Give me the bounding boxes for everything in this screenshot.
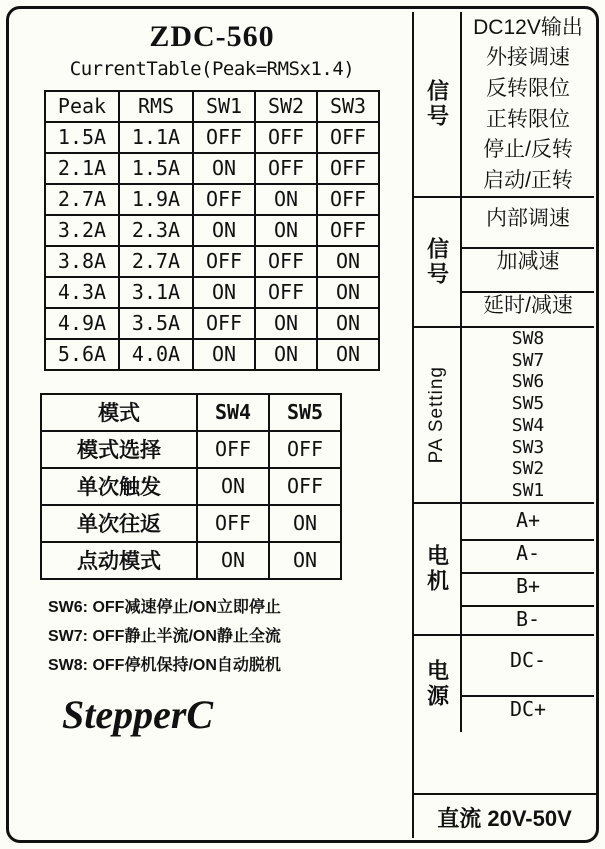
cell-rms: 2.3A bbox=[119, 215, 193, 246]
table-header-row bbox=[41, 394, 341, 431]
cell-peak: 4.3A bbox=[45, 277, 119, 308]
table-row bbox=[41, 468, 341, 505]
cell-sw3: OFF bbox=[317, 215, 379, 246]
cell-sw5: OFF bbox=[269, 468, 341, 505]
page-title: ZDC-560 bbox=[149, 20, 275, 53]
terminal-forward-limit: 正转限位 bbox=[486, 107, 570, 131]
cell-rms: 3.5A bbox=[119, 308, 193, 339]
cell-sw2: ON bbox=[255, 184, 317, 215]
brand-logo: StepperC bbox=[62, 692, 214, 737]
cell-rms: 2.7A bbox=[119, 246, 193, 277]
cell-peak: 4.9A bbox=[45, 308, 119, 339]
table-row bbox=[45, 184, 379, 215]
current-table-caption: CurrentTable(Peak=RMSx1.4) bbox=[69, 58, 355, 80]
pa-sw3: SW3 bbox=[511, 436, 545, 458]
cell-peak: 3.8A bbox=[45, 246, 119, 277]
cell-rms: 1.1A bbox=[119, 122, 193, 153]
power-group-items bbox=[460, 636, 594, 732]
table-row bbox=[41, 431, 341, 468]
terminal-a-minus: A- bbox=[462, 539, 594, 565]
terminal-start-forward: 启动/正转 bbox=[483, 169, 573, 193]
cell-sw4: ON bbox=[197, 542, 269, 579]
cell-mode: 点动模式 bbox=[41, 542, 197, 579]
cell-sw4: ON bbox=[197, 468, 269, 505]
cell-sw2: OFF bbox=[255, 153, 317, 184]
col-sw1: SW1 bbox=[193, 91, 255, 122]
table-row bbox=[45, 153, 379, 184]
cell-sw1: OFF bbox=[193, 308, 255, 339]
cell-sw1: ON bbox=[193, 339, 255, 370]
cell-peak: 5.6A bbox=[45, 339, 119, 370]
supply-voltage-text: 直流 20V-50V bbox=[437, 805, 572, 831]
cell-sw3: OFF bbox=[317, 184, 379, 215]
cell-sw4: OFF bbox=[197, 431, 269, 468]
pa-sw1: SW1 bbox=[511, 480, 545, 502]
terminal-dc-plus: DC+ bbox=[462, 695, 594, 721]
pa-sw8: SW8 bbox=[511, 327, 545, 349]
cell-sw1: ON bbox=[193, 153, 255, 184]
cell-sw3: ON bbox=[317, 277, 379, 308]
cell-peak: 1.5A bbox=[45, 122, 119, 153]
cell-sw3: OFF bbox=[317, 153, 379, 184]
pa-setting-items bbox=[460, 328, 594, 502]
cell-sw5: ON bbox=[269, 505, 341, 542]
cell-mode: 单次往返 bbox=[41, 505, 197, 542]
note-sw6: SW6: OFF减速停止/ON立即停止 bbox=[48, 599, 281, 616]
power-group bbox=[414, 636, 594, 732]
cell-sw1: OFF bbox=[193, 184, 255, 215]
cell-rms: 1.5A bbox=[119, 153, 193, 184]
cell-sw1: ON bbox=[193, 215, 255, 246]
note-sw7: SW7: OFF静止半流/ON静止全流 bbox=[48, 628, 281, 645]
table-row bbox=[45, 122, 379, 153]
signal-group-internal-label: 信号 bbox=[424, 237, 450, 287]
table-row bbox=[45, 308, 379, 339]
cell-sw4: OFF bbox=[197, 505, 269, 542]
cell-peak: 2.1A bbox=[45, 153, 119, 184]
current-table bbox=[44, 90, 380, 371]
note-sw8: SW8: OFF停机保持/ON自动脱机 bbox=[48, 657, 281, 674]
signal-group-external-items bbox=[460, 12, 594, 196]
terminal-stop-reverse: 停止/反转 bbox=[483, 138, 573, 162]
pa-sw5: SW5 bbox=[511, 393, 545, 415]
cell-peak: 3.2A bbox=[45, 215, 119, 246]
cell-mode: 单次触发 bbox=[41, 468, 197, 505]
terminal-dc-minus: DC- bbox=[509, 647, 547, 672]
terminal-dc12v-output: DC12V输出 bbox=[473, 15, 583, 39]
signal-group-internal bbox=[414, 198, 594, 328]
table-header-row bbox=[45, 91, 379, 122]
col-sw4: SW4 bbox=[197, 394, 269, 431]
pa-setting-label: PA Setting bbox=[426, 366, 447, 464]
power-group-label: 电源 bbox=[424, 659, 450, 709]
motor-group-items bbox=[460, 504, 594, 634]
cell-rms: 3.1A bbox=[119, 277, 193, 308]
signal-group-internal-items bbox=[460, 198, 594, 326]
signal-group-external bbox=[414, 12, 594, 198]
col-peak: Peak bbox=[45, 91, 119, 122]
motor-group bbox=[414, 504, 594, 636]
cell-mode: 模式选择 bbox=[41, 431, 197, 468]
motor-group-label: 电机 bbox=[424, 544, 450, 594]
table-row bbox=[41, 542, 341, 579]
cell-sw2: ON bbox=[255, 308, 317, 339]
cell-sw2: ON bbox=[255, 215, 317, 246]
cell-sw2: OFF bbox=[255, 277, 317, 308]
pa-sw6: SW6 bbox=[511, 371, 545, 393]
cell-sw3: ON bbox=[317, 339, 379, 370]
table-row bbox=[45, 339, 379, 370]
terminal-a-plus: A+ bbox=[515, 507, 541, 532]
cell-sw1: OFF bbox=[193, 122, 255, 153]
right-column bbox=[412, 12, 594, 838]
pa-sw2: SW2 bbox=[511, 458, 545, 480]
terminal-delay-decel: 延时/减速 bbox=[462, 291, 594, 318]
cell-sw2: OFF bbox=[255, 122, 317, 153]
table-row bbox=[45, 277, 379, 308]
cell-sw3: OFF bbox=[317, 122, 379, 153]
cell-sw1: ON bbox=[193, 277, 255, 308]
cell-sw5: OFF bbox=[269, 431, 341, 468]
col-mode: 模式 bbox=[41, 394, 197, 431]
terminal-reverse-limit: 反转限位 bbox=[486, 77, 570, 101]
terminal-accel-decel: 加减速 bbox=[462, 247, 594, 274]
cell-sw1: OFF bbox=[193, 246, 255, 277]
cell-sw5: ON bbox=[269, 542, 341, 579]
terminal-b-plus: B+ bbox=[462, 572, 594, 598]
mode-table bbox=[40, 393, 342, 580]
terminal-b-minus: B- bbox=[462, 605, 594, 631]
cell-peak: 2.7A bbox=[45, 184, 119, 215]
pa-setting-group bbox=[414, 328, 594, 504]
pa-sw4: SW4 bbox=[511, 414, 545, 436]
col-sw2: SW2 bbox=[255, 91, 317, 122]
table-row bbox=[45, 246, 379, 277]
col-sw3: SW3 bbox=[317, 91, 379, 122]
terminal-external-speed: 外接调速 bbox=[486, 46, 570, 70]
cell-sw2: ON bbox=[255, 339, 317, 370]
pa-sw7: SW7 bbox=[511, 349, 545, 371]
cell-sw3: ON bbox=[317, 308, 379, 339]
cell-rms: 1.9A bbox=[119, 184, 193, 215]
left-column bbox=[14, 12, 410, 832]
terminal-internal-speed: 内部调速 bbox=[486, 207, 570, 231]
mode-table-wrap bbox=[14, 393, 410, 580]
switch-notes bbox=[14, 594, 410, 675]
cell-rms: 4.0A bbox=[119, 339, 193, 370]
col-rms: RMS bbox=[119, 91, 193, 122]
table-row bbox=[45, 215, 379, 246]
col-sw5: SW5 bbox=[269, 394, 341, 431]
table-row bbox=[41, 505, 341, 542]
cell-sw3: ON bbox=[317, 246, 379, 277]
signal-group-external-label: 信号 bbox=[424, 79, 450, 129]
supply-voltage-bar bbox=[412, 793, 597, 839]
cell-sw2: OFF bbox=[255, 246, 317, 277]
